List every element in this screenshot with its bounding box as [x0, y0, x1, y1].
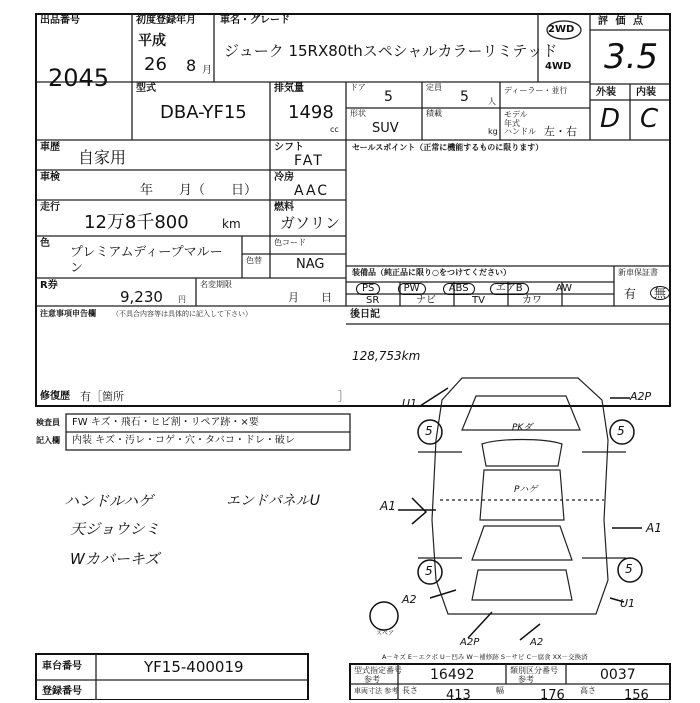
color-code-label: 色コード: [274, 238, 306, 247]
equip-pw: PW: [398, 283, 426, 295]
recycle-amount: 9,230: [120, 288, 163, 306]
mark-a2p-rear: A2P: [460, 637, 480, 648]
exterior-grade: D: [600, 104, 621, 134]
length: 413: [446, 688, 471, 703]
registration-month: 8: [186, 56, 197, 75]
load-label: 積載: [426, 109, 442, 118]
mark-a2-rear: A2: [530, 637, 544, 648]
fuel: ガソリン: [280, 214, 341, 232]
inspection-date: 年 月（ 日）: [140, 183, 258, 198]
warranty-no: 無: [650, 286, 670, 300]
lot-number-label: 出品番号: [40, 15, 80, 26]
equip-sr: SR: [366, 295, 380, 306]
after-note-label: 後日記: [350, 309, 380, 320]
model-code: DBA-YF15: [160, 102, 247, 123]
warranty-yes: 有: [624, 287, 637, 301]
registration-year: 26: [144, 54, 167, 75]
yen-unit: 円: [178, 295, 186, 304]
equip-navi: ナビ: [416, 295, 436, 306]
type-designation-sub: 参考: [364, 675, 380, 684]
equip-aw: AW: [555, 283, 572, 294]
handwritten-note-4: エンドパネルU: [226, 493, 320, 509]
mark-body-center: Pハゲ: [514, 485, 538, 495]
first-registration-label: 初度登録年月: [136, 15, 196, 26]
handwritten-note-3: Wカバーキズ: [70, 550, 160, 568]
handle-label: ハンドル: [504, 127, 536, 136]
capacity-label: 定員: [426, 83, 442, 92]
score-label: 評 価 点: [598, 16, 645, 27]
exterior-label: 外装: [596, 87, 616, 98]
category-sub: 参考: [518, 675, 534, 684]
mark-tire-front-left: 5: [425, 424, 433, 438]
recycle-label: R券: [40, 280, 58, 291]
height-label: 高さ: [580, 686, 596, 695]
chassis-label: 車台番号: [42, 661, 82, 672]
inspection-label: 車検: [40, 172, 60, 183]
color-code: NAG: [296, 257, 325, 272]
equip-airbag: エアB: [490, 283, 529, 295]
repair-history-label: 修復歴: [40, 391, 70, 402]
lot-number: 2045: [48, 64, 110, 92]
car-name-label: 車名・グレード: [220, 15, 290, 26]
displacement-label: 排気量: [274, 83, 304, 94]
model-label: 型式: [136, 83, 156, 94]
doors-label: ドア: [350, 83, 366, 92]
equip-tv: TV: [472, 295, 485, 306]
handwritten-mileage: 128,753km: [352, 349, 421, 363]
equipment-row1: [356, 283, 572, 295]
interior-label: 内装: [636, 87, 656, 98]
ac-label: 冷房: [274, 172, 294, 183]
mark-a1-left: A1: [380, 499, 396, 513]
handwritten-note-1: ハンドルハゲ: [64, 492, 153, 510]
month-unit: 月: [202, 65, 212, 76]
handle-value: 左・右: [544, 125, 577, 138]
equip-leather: カワ: [522, 295, 542, 306]
mark-a2-rear-left: A2: [402, 593, 417, 606]
checklist-row1: FW キズ・飛石・ヒビ割・リペア跡・×要: [72, 417, 259, 428]
color-label: 色: [40, 238, 50, 249]
equip-ps: PS: [356, 283, 380, 295]
height: 156: [624, 688, 649, 703]
handwritten-note-2: 天ジョウシミ: [70, 520, 160, 538]
capacity: 5: [460, 89, 469, 105]
mileage-label: 走行: [40, 202, 60, 213]
notes-label: 注意事項申告欄: [40, 309, 96, 318]
recorder-label: 記入欄: [36, 436, 60, 445]
shape-label: 形状: [350, 109, 366, 118]
drive-2wd: 2WD: [548, 24, 575, 35]
sales-points-label: セールスポイント（正常に機能するものに限ります）: [352, 143, 544, 152]
mark-tire-front-right: 5: [617, 424, 625, 438]
color-swap-label: 色替: [246, 256, 262, 265]
width: 176: [540, 688, 565, 703]
notes-sub: （不具合内容等は具体的に記入して下さい）: [112, 310, 252, 318]
dealer-label: ディーラー・並行: [504, 86, 568, 95]
km-unit: km: [222, 217, 241, 231]
inspector-label: 検査員: [36, 418, 60, 427]
damage-legend: A－キズ E－エクボ U－凹み W－補修跡 S－サビ C－腐食 XX－交換済: [382, 653, 588, 661]
category-number: 0037: [600, 667, 636, 683]
shift: FAT: [294, 153, 324, 169]
model-year-label: モデル年式: [504, 110, 528, 128]
mark-tire-rear-left: 5: [425, 564, 433, 578]
name-change-label: 名変期限: [200, 280, 232, 289]
mark-tire-rear-right: 5: [625, 562, 633, 576]
era: 平成: [138, 33, 166, 49]
repair-history-value: 有［箇所: [80, 390, 124, 403]
checklist-row2: 内装 キズ・汚レ・コゲ・穴・タバコ・ドレ・破レ: [72, 435, 295, 446]
dimensions-label: 車両寸法 参考: [354, 687, 399, 695]
color-name-line2: ン: [70, 261, 84, 276]
mark-roof: PKダ: [512, 423, 533, 433]
kg-unit: kg: [488, 127, 498, 136]
spare-label: スペア: [376, 630, 395, 637]
mark-u1-rear-right: U1: [620, 597, 636, 610]
type-designation-number: 16492: [430, 667, 475, 683]
type-designation-label: 型式指定番号: [354, 666, 402, 675]
shift-label: シフト: [274, 142, 304, 153]
mark-u1-front-left: U1: [402, 397, 418, 410]
score-value: 3.5: [604, 37, 659, 77]
mileage: 12万8千800: [84, 212, 189, 233]
width-label: 幅: [496, 686, 504, 695]
capacity-unit: 人: [488, 97, 496, 106]
warranty-label: 新車保証書: [618, 268, 658, 277]
cc-unit: cc: [330, 125, 339, 134]
car-name-grade: ジューク 15RX80thスペシャルカラーリミテッド: [224, 42, 558, 60]
displacement: 1498: [288, 102, 334, 123]
fuel-label: 燃料: [274, 202, 294, 213]
drive-4wd: 4WD: [545, 61, 572, 72]
mark-a2p-front-right: A2P: [630, 390, 652, 403]
interior-grade: C: [640, 104, 659, 134]
equip-abs: ABS: [443, 283, 475, 295]
history-label: 車歴: [40, 142, 60, 153]
name-change-date: 月 日: [288, 291, 332, 304]
length-label: 長さ: [402, 686, 418, 695]
registration-number-label: 登録番号: [42, 686, 82, 697]
repair-history-close: ］: [338, 390, 349, 403]
mark-a1-right: A1: [646, 521, 662, 535]
chassis-number: YF15-400019: [144, 658, 244, 676]
category-label: 類別区分番号: [510, 666, 558, 675]
equipment-label: 装備品（純正品に限り○をつけてください）: [352, 268, 511, 277]
history: 自家用: [78, 148, 127, 167]
shape: SUV: [372, 121, 399, 136]
doors: 5: [384, 89, 393, 105]
air-conditioner: AAC: [294, 183, 330, 199]
color-name-line1: プレミアムディープマルー: [70, 245, 223, 260]
